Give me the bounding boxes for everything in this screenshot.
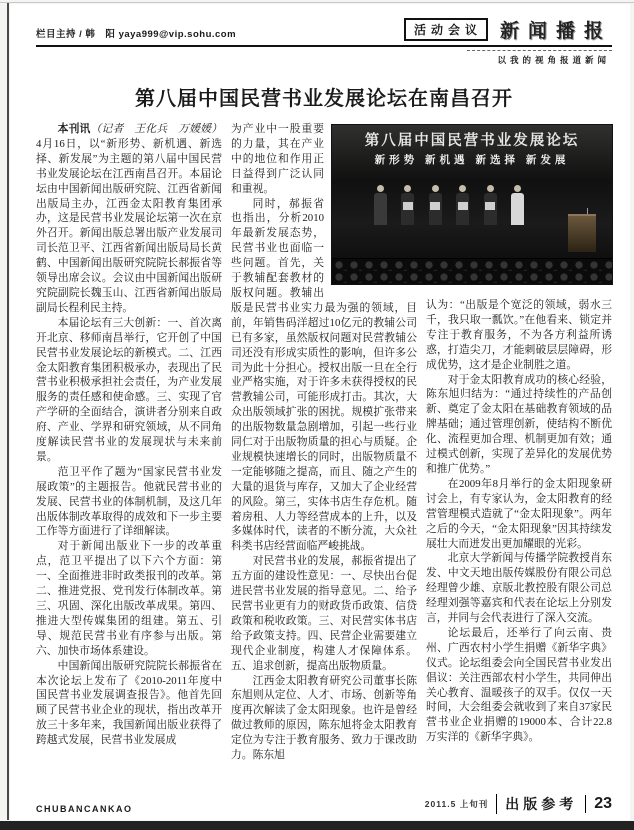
article-paragraph: [36, 122, 222, 316]
person-figure: [484, 185, 497, 225]
column-host-line: [36, 26, 236, 45]
scan-edge-left: [7, 3, 9, 820]
host-email: yaya999@vip.sohu.com: [118, 29, 237, 40]
issue-date: 2011.5 上旬刊: [424, 799, 489, 809]
section-tagline: 以我的视角报道新闻: [467, 50, 612, 66]
article-paragraph: 论坛最后，还举行了向云南、贵州、广西农村小学生捐赠《新华字典》仪式。论坛组委会向全国民营书业发出倡议：关注西部农村小学生，共同伸出关心教育、温暖孩子的双手。仅仅一天时间，大会组委会就收到了来自37家民营书业企业捐赠的19000本、合计22.8万实洋的《新华字典》。: [426, 626, 612, 744]
page-footer: [36, 789, 612, 814]
host-label: 栏目主持 / 韩 阳: [36, 29, 116, 40]
article-paragraph: 中国新闻出版研究院院长郝振省在本次论坛上发布了《2010-2011年度中国民营书业发展调查报告》。他首先回顾了民营书业企业的现状，指出改革开放三十多年来，我国新闻出版业获得了跨越式发展，民营书业发展成: [36, 659, 222, 747]
audience-heads: [332, 258, 612, 284]
article-paragraph: 北京大学新闻与传播学院教授肖东发、中文天地出版传媒股份有限公司总经理曾少雄、京版北教控股有限公司总经理刘强等嘉宾和代表在论坛上分别发言，并同与会代表进行了深入交流。: [426, 552, 612, 625]
photo-banner-subtitle: 新形势 新机遇 新选择 新发展: [374, 153, 570, 166]
podium: [568, 214, 596, 252]
article-title: 第八届中国民营书业发展论坛在南昌召开: [135, 88, 513, 110]
page-header: [36, 16, 612, 45]
activity-meeting-badge: 活动会议: [404, 18, 488, 41]
page-number: 23: [585, 795, 612, 813]
scan-edge-bottom: [0, 821, 634, 830]
magazine-name-pinyin: CHUBANCANKAO: [36, 804, 133, 814]
article-paragraph: 对民营书业的发展，郝振省提出了五方面的建设性意见：一、尽快出台促进民营书业发展的指导意见。二、给予民营书业更有力的财政货币政策、信贷政策和税收政策。三、对民营实体书店给予政策支持。四、民营企业需要建立现代企业制度，构建人才保障体系。五、追求创新，提高出版物质量。: [231, 555, 417, 672]
paragraph-text: 4月16日，以“新形势、新机遇、新选择、新发展”为主题的第八届中国民营书业发展论坛在江西南昌召开。本届论坛由中国新闻出版研究院、江西省新闻出版局主办，江西金太阳教育集团承办，这是民营书业发展论坛第一次在京外召开。新闻出版总署出版产业发展司司长范卫平、江西省新闻出版局局长黄鹤、中国新闻出版研究院院长郝振省等领导出席会议。会议由中国新闻出版研究院副院长魏玉山、江西省新闻出版局副局长程利民主持。: [36, 137, 222, 314]
person-figure: [401, 185, 414, 225]
scan-edge-top: [0, 2, 634, 3]
byline-prefix: 本刊讯: [57, 123, 91, 135]
column-1: [36, 122, 222, 789]
byline: （记者 王化兵 万媛媛）: [90, 123, 223, 135]
tagline-row: [36, 47, 612, 66]
article-paragraph: 同时，郝振省也指出，分析2010年最新发展态势，民营书业也面临一些问题。首先，关于教辅配套教材的版权问题。教辅出版是民营书业实力最为强的领域，目前，年销售码洋超过10亿元的教辅公司已有多家，虽然版权问题对民营教辅公司还没有形成实质性的影响，但许多公司为此十分担心。授权出版一旦在全行业严格实施，对于许多未获得授权的民营教辅公司，可能形成打击。其次，大众出版领域扩张的困扰。规模扩张带来的出版物数量急剧增加，引起一些行业同仁对于出版物质量的担心与质疑。企业规模快速增长的同时，出版物质量不一定能够随之提高，而且、随之产生的大量的退货与库存，又加大了企业经营的风险。第三，实体书店生存危机。随着房租、人力等经营成本的上升，以及多媒体时代，读者的不断分流，大众社科类书店经营面临严峻挑战。: [231, 197, 417, 553]
person-figure: [456, 185, 469, 225]
section-title: 新闻播报: [499, 21, 612, 42]
page-content: [10, 4, 630, 820]
magazine-name: 出版参考: [496, 794, 585, 814]
forum-stage-photo: [332, 125, 612, 284]
article-paragraph: 在2009年8月举行的金太阳现象研讨会上，有专家认为，金太阳教育的经营管理模式造就了“金太阳现象”。两年之后的今天，“金太阳现象”因其持续发展壮大而迸发出更加耀眼的光彩。: [426, 477, 612, 550]
article-paragraph: 认为：“出版是个宽泛的领域，弱水三千，我只取一瓢饮。”在他看来、锁定并专注于教育服务，不为各方利益所诱惑，打造尖刀，才能刺破层层障碍，形成优势，这才是企业制胜之道。: [426, 299, 612, 371]
article-paragraph: 对于新闻出版业下一步的改革重点，范卫平提出了以下六个方面：第一、全面推进非时政类报刊的改革。第二、推进党报、党刊发行体制改革。第三、巩固、深化出版改革成果。第四、推进大型传媒集团的组建。第五、引导、规范民营书业有序参与出版。第六、加快市场体系建设。: [36, 540, 222, 657]
person-figure: [511, 185, 524, 225]
article-paragraph: 为产业中一股重要的力量，其在产业中的地位和作用正日益得到广泛认同和重视。: [231, 123, 324, 195]
article-paragraph: 范卫平作了题为“国家民营书业发展政策”的主题报告。他就民营书业的发展、民营书业的体制机制，及这几年出版体制改革取得的成效和下一步主要工作等方面进行了详细解读。: [36, 465, 222, 538]
person-figure: [374, 185, 387, 225]
article-paragraph: 江西金太阳教育研究公司董事长陈东旭则从定位、人才、市场、创新等角度再次解读了金太阳现象。也许是曾经做过教师的原因，陈东旭将金太阳教育定位为专注于教育服务、致力于课改助力。陈东旭: [231, 674, 417, 762]
section-header: [404, 16, 612, 45]
article-body: [36, 122, 612, 789]
people-on-stage: [374, 185, 524, 225]
issue-info: [425, 794, 612, 814]
photo-banner-title: 第八届中国民营书业发展论坛: [364, 133, 580, 149]
article-paragraph: 对于金太阳教育成功的核心经验，陈东旭归结为：“通过持续性的产品创新、奠定了金太阳在基础教育领域的品牌基础；通过管理创新，使结构不断优化、流程更加合理、机制更加有效；通过模式创新，实现了差异化的发展优势和推广优势。”: [426, 373, 612, 475]
person-figure: [429, 185, 442, 225]
article-paragraph: 本届论坛有三大创新：一、首次离开北京、移师南昌举行，它开创了中国民营书业发展论坛的新模式。二、江西金太阳教育集团积极承办，表现出了民营书业积极承担社会责任，为产业发展服务的责任感和使命感。三、实现了官产学研的全面结合，演讲者分别来自政府、产业、学界和研究领域，从不同角度解读民营书业的发展现状与未来前景。: [36, 316, 222, 463]
